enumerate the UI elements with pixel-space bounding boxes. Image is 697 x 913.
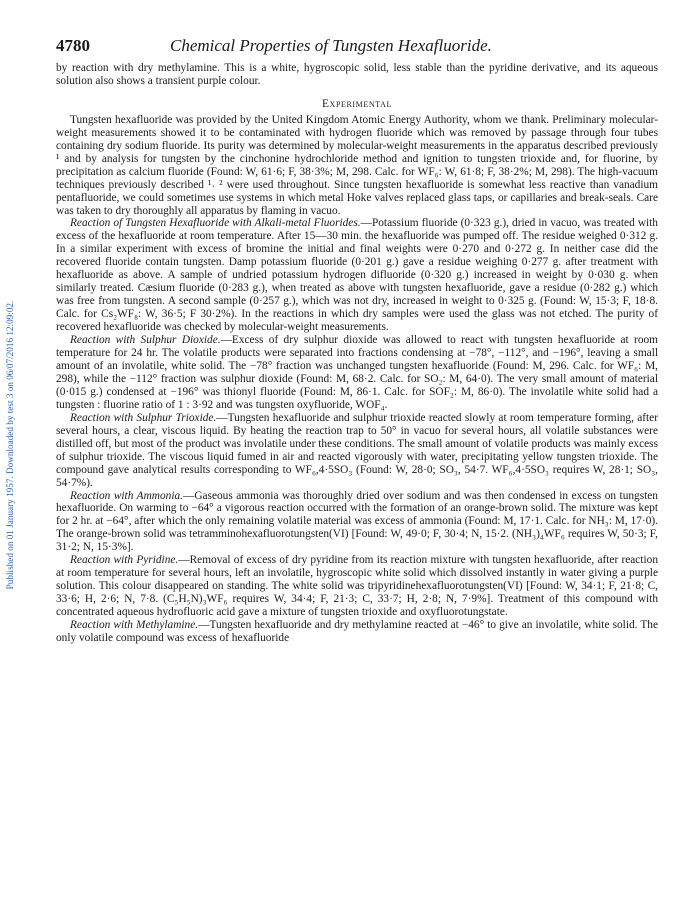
section-heading: Experimental bbox=[322, 97, 392, 110]
paragraph-body: —Gaseous ammonia was thoroughly dried over sodium and was then condensed in excess on tungsten hexafluoride. On warming to −64° a vigorous reaction occurred with the formation of an orange-brown solid. The mixture was kept for 2 hr. at −64°, after which the only remaining volatile material was excess of ammonia (Found: M, 17·1. Calc. for NH₃: M, 17·0). The orange-brown solid was tetramminohexafluorotungsten(VI) [Found: W, 49·0; F, 30·4; N, 15·2. (NH₃)₄WF₆ requires W, 50·3; F, 31·2; N, 15·3%]. bbox=[56, 489, 658, 554]
paragraph-sulphur-dioxide bbox=[56, 334, 658, 412]
run-in-heading: Reaction with Methylamine. bbox=[70, 619, 199, 632]
paragraph-sulphur-trioxide bbox=[56, 412, 658, 490]
paragraph-pyridine bbox=[56, 554, 658, 619]
paragraph-body: —Tungsten hexafluoride and sulphur trioxide reacted slowly at room temperature forming, after several hours, a clear, viscous liquid. By heating the reaction trap to 50° in vacuo for several hours, all volatile substances were distilled off, but most of the product was involatile under these conditions. The small amount of volatile products was mainly excess of sulphur trioxide. The viscous liquid fumed in air and reacted vigorously with water, precipitating yellow tungsten trioxide. The compound gave analytical results corresponding to WF₆,4·5SO₃ (Found: W, 28·0; SO₃, 54·7. WF₆,4·5SO₃ requires W, 28·1; SO₃, 54·7%). bbox=[56, 411, 658, 489]
run-in-heading: Reaction with Sulphur Dioxide. bbox=[70, 334, 221, 347]
paragraph-materials: Tungsten hexafluoride was provided by the United Kingdom Atomic Energy Authority, whom we thank. Preliminary molecular-weight measurements showed it to be contaminated with hydrogen fluoride which was removed by passage through four tubes containing dry sodium fluoride. Its purity was determined by molecular-weight measurements in the apparatus described previously ¹ and by analysis for tungsten by the cinchonine hydrochloride method and ignition to tungsten trioxide and, for fluorine, by precipitation as calcium fluoride (Found: W, 61·6; F, 38·3%; M, 298. Calc. for WF₆: W, 61·8; F, 38·2%; M, 298). The high-vacuum techniques previously described ¹˒ ² were used throughout. Since tungsten hexafluoride is somewhat less reactive than vanadium pentafluoride, we could sometimes use systems in which metal Hoke valves replaced glass taps, or capillaries and break-seals. Care was taken to dry thoroughly all apparatus by flaming in vacuo. bbox=[56, 113, 658, 217]
paragraph-methylamine bbox=[56, 619, 658, 645]
run-in-heading: Reaction with Sulphur Trioxide. bbox=[70, 411, 217, 424]
paragraph-body: —Tungsten hexafluoride and dry methylamine reacted at −46° to give an involatile, white solid. The only volatile compound was excess of hexafluoride bbox=[56, 619, 658, 644]
paragraph-alkali-fluorides bbox=[56, 217, 658, 334]
run-in-heading: Reaction of Tungsten Hexafluoride with Alkali-metal Fluorides. bbox=[70, 217, 361, 230]
paragraph-ammonia bbox=[56, 490, 658, 555]
page-number: 4780 bbox=[56, 36, 90, 55]
paragraph-body: —Potassium fluoride (0·323 g.), dried in vacuo, was treated with excess of the hexafluoride at room temperature. After 15—30 min. the hexafluoride was pumped off. The residue weighed 0·312 g. In a similar experiment with excess of bromine the initial and final weights were 0·270 and 0·272 g. In neither case did the recovered fluoride contain tungsten. Damp potassium fluoride (0·201 g.) gave a residue weighing 0·277 g. after treatment with hexafluoride as above. A sample of undried potassium hydrogen difluoride (0·320 g.) increased in weight by 0·030 g. when similarly treated. Cæsium fluoride (0·283 g.), when treated as above with tungsten hexafluoride, gave a residue (0·282 g.) which was free from tungsten. A second sample (0·257 g.), which was not dry, increased in weight to 0·325 g. (Found: W, 15·3; F, 18·8. Calc. for Cs₂WF₈: W, 36·5; F 30·2%). In the reactions in which dry samples were used the glass was not etched. The purity of recovered hexafluoride was checked by molecular-weight measurements. bbox=[56, 217, 658, 334]
paragraph-body: —Excess of dry sulphur dioxide was allowed to react with tungsten hexafluoride at room temperature for 24 hr. The volatile products were separated into fractions condensing at −78°, −112°, and −196°, leaving a small amount of an involatile, white solid. The −78° fraction was unchanged tungsten hexafluoride (Found: M, 296. Calc. for WF₆: M, 298), while the −112° fraction was sulphur dioxide (Found: M, 68·2. Calc. for SO₂: M, 64·0). The very small amount of material (0·015 g.) condensed at −196° was thionyl fluoride (Found: M, 86·1. Calc. for SOF₂: M, 86·0). The involatile white solid had a tungsten : fluorine ratio of 1 : 3·92 and was tungsten oxyfluoride, WOF₄. bbox=[56, 334, 659, 411]
paragraph-body: —Removal of excess of dry pyridine from its reaction mixture with tungsten hexafluoride, after reaction at room temperature for several hours, left an involatile, hygroscopic white solid which dissolved instantly in water giving a purple solution. This colour disappeared on standing. The white solid was tripyridinehexafluorotungsten(VI) [Found: W, 34·1; F, 21·8; C, 33·6; H, 2·6; N, 7·8. (C₅H₅N)₃WF₆ requires W, 34·4; F, 21·3; C, 33·7; H, 2·8; N, 7·9%]. Treatment of this compound with concentrated aqueous hydrofluoric acid gave a mixture of tungsten trioxide and oxyfluorotungstate. bbox=[56, 554, 658, 619]
run-in-heading: Reaction with Ammonia. bbox=[70, 489, 183, 502]
download-watermark bbox=[2, 185, 18, 705]
journal-page bbox=[56, 36, 658, 645]
run-in-heading: Reaction with Pyridine. bbox=[70, 554, 179, 567]
running-title: Chemical Properties of Tungsten Hexafluoride. bbox=[170, 36, 492, 55]
intro-paragraph: by reaction with dry methylamine. This is a white, hygroscopic solid, less stable than the pyridine derivative, and its aqueous solution also shows a transient purple colour. bbox=[56, 62, 658, 87]
download-watermark-text: Published on 01 January 1957. Downloaded by test 3 on 06/07/2016 12:09:02. bbox=[5, 300, 15, 590]
page-header bbox=[56, 36, 658, 58]
